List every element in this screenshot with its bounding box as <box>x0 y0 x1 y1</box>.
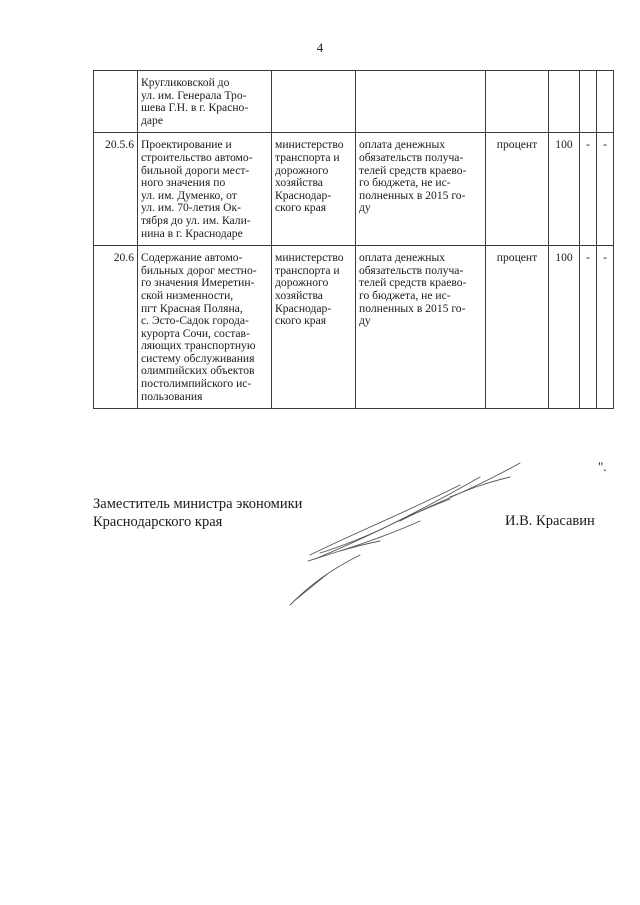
responsible-cell <box>272 133 356 246</box>
cell-line: ду <box>359 314 371 328</box>
unit-cell <box>486 71 549 133</box>
cell-line: систему обслуживания <box>141 351 255 365</box>
cell-line: бильных дорог местно- <box>141 263 257 277</box>
condition-cell <box>356 246 486 409</box>
cell-line: обязательств получа- <box>359 263 464 277</box>
cell-line: дорожного <box>275 163 329 177</box>
row-number-cell: 20.5.6 <box>94 133 138 246</box>
col8-cell: - <box>597 133 614 246</box>
value-cell: 100 <box>549 246 580 409</box>
signature-title <box>93 495 302 531</box>
col8-cell <box>597 71 614 133</box>
responsible-cell <box>272 71 356 133</box>
cell-line: строительство автомо- <box>141 150 253 164</box>
cell-line: оплата денежных <box>359 251 446 265</box>
description-cell <box>138 133 272 246</box>
signatory-name: И.В. Красавин <box>505 513 595 529</box>
handwritten-signature <box>280 455 540 615</box>
cell-line: ской низменности, <box>141 288 234 302</box>
cell-line: полненных в 2015 го- <box>359 301 466 315</box>
cell-line: Краснодар- <box>275 301 332 315</box>
description-cell <box>138 246 272 409</box>
col8-cell: - <box>597 246 614 409</box>
col7-cell: - <box>580 246 597 409</box>
cell-line: ного значения по <box>141 176 226 190</box>
page-number: 4 <box>316 40 324 55</box>
cell-line: телей средств краево- <box>359 163 467 177</box>
cell-line: ул. им. 70-летия Ок- <box>141 201 241 215</box>
cell-line: хозяйства <box>275 176 323 190</box>
cell-line: го бюджета, не ис- <box>359 288 451 302</box>
cell-line: телей средств краево- <box>359 276 467 290</box>
cell-line: Кругликовской до <box>141 76 230 89</box>
cell-line: тября до ул. им. Кали- <box>141 213 251 227</box>
cell-line: министерство <box>275 138 344 152</box>
value-cell: 100 <box>549 133 580 246</box>
cell-line: дорожного <box>275 276 329 290</box>
unit-cell: процент <box>486 133 549 246</box>
cell-line: обязательств получа- <box>359 150 464 164</box>
cell-line: постолимпийского ис- <box>141 377 252 391</box>
cell-line: Проектирование и <box>141 138 232 152</box>
cell-line: ул. им. Думенко, от <box>141 188 237 202</box>
cell-line: с. Эсто-Садок города- <box>141 314 249 328</box>
description-cell <box>138 71 272 133</box>
table-row <box>94 133 614 246</box>
cell-line: оплата денежных <box>359 138 446 152</box>
document-table <box>93 70 614 409</box>
responsible-cell <box>272 246 356 409</box>
cell-line: нина в г. Краснодаре <box>141 226 243 240</box>
unit-cell: процент <box>486 246 549 409</box>
cell-line: шева Г.Н. в г. Красно- <box>141 101 249 115</box>
cell-line: министерство <box>275 251 344 265</box>
row-number-cell <box>94 71 138 133</box>
cell-line: полненных в 2015 го- <box>359 188 466 202</box>
closing-quote: ". <box>598 459 607 474</box>
cell-line: ду <box>359 201 371 215</box>
value-cell <box>549 71 580 133</box>
table-row <box>94 246 614 409</box>
cell-line: го бюджета, не ис- <box>359 176 451 190</box>
cell-line: пгт Красная Поляна, <box>141 301 243 315</box>
cell-line: ул. им. Генерала Тро- <box>141 88 247 102</box>
cell-line: олимпийских объектов <box>141 364 255 378</box>
cell-line: транспорта и <box>275 150 340 164</box>
cell-line: Краснодар- <box>275 188 332 202</box>
condition-cell <box>356 133 486 246</box>
signature-title-line2: Краснодарского края <box>93 514 223 530</box>
col7-cell: - <box>580 133 597 246</box>
cell-line: пользования <box>141 389 203 403</box>
cell-line: даре <box>141 113 163 127</box>
cell-line: ского края <box>275 314 327 328</box>
signature-title-line1: Заместитель министра экономики <box>93 496 303 512</box>
cell-line: го значения Имеретин- <box>141 276 255 290</box>
cell-line: ляющих транспортную <box>141 339 256 353</box>
cell-line: транспорта и <box>275 263 340 277</box>
cell-line: ского края <box>275 201 327 215</box>
table-row <box>94 71 614 133</box>
condition-cell <box>356 71 486 133</box>
cell-line: хозяйства <box>275 288 323 302</box>
cell-line: курорта Сочи, состав- <box>141 326 250 340</box>
cell-line: бильной дороги мест- <box>141 163 250 177</box>
row-number-cell: 20.6 <box>94 246 138 409</box>
cell-line: Содержание автомо- <box>141 251 243 265</box>
col7-cell <box>580 71 597 133</box>
